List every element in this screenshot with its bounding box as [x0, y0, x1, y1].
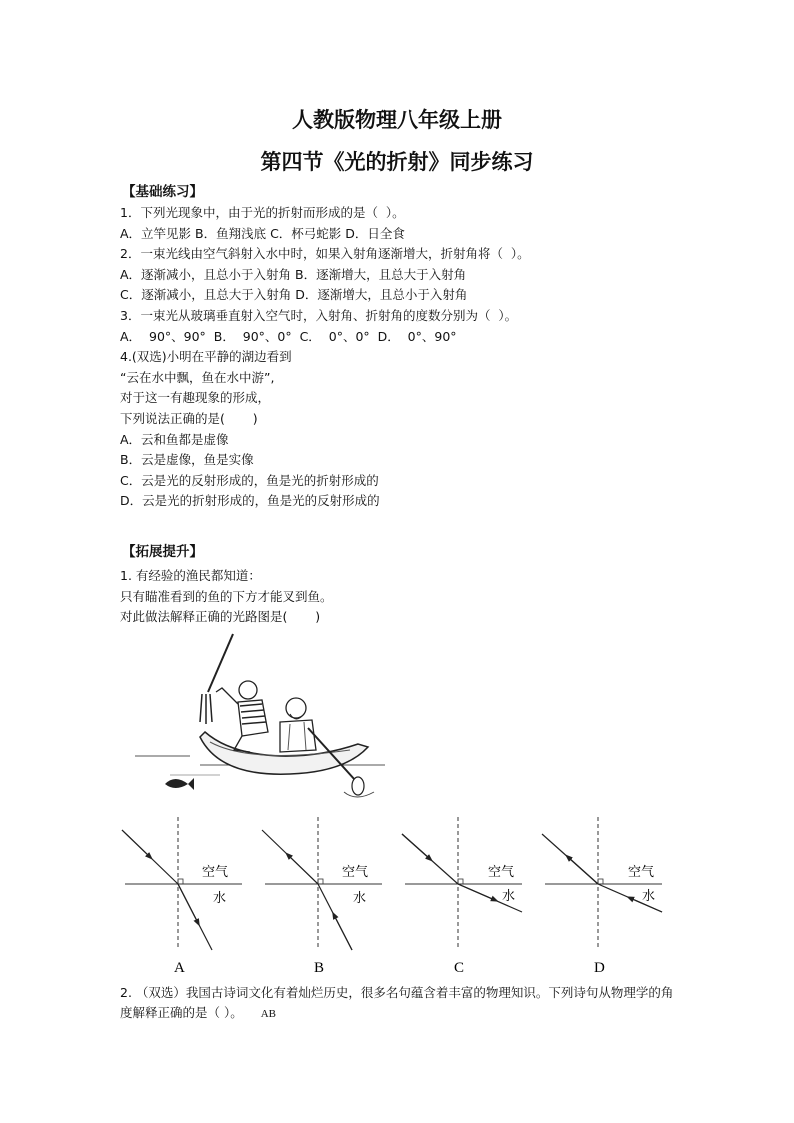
option-letter: C: [454, 960, 465, 976]
diagram-c: [402, 817, 522, 976]
option-line: A．立竿见影 B．鱼翔浅底 C．杯弓蛇影 D．日全食: [120, 225, 405, 241]
question-2-text: 2. （双选）我国古诗词文化有着灿烂历史，很多名句蕴含着丰富的物理知识。下列诗句从物理学的角度解释正确的是（ ）。: [120, 985, 674, 1020]
option-line: C．云是光的反射形成的，鱼是光的折射形成的: [120, 472, 379, 488]
extend-section-heading: 【拓展提升】: [122, 544, 203, 560]
option-line: A． 90°、90° B． 90°、0° C． 0°、0° D． 0°、90°: [120, 328, 457, 344]
option-letter: B: [314, 960, 325, 976]
question-line: 4.(双选)小明在平静的湖边看到: [120, 349, 292, 365]
question-line: “云在水中飘，鱼在水中游”,: [120, 369, 275, 385]
basic-questions: [120, 203, 530, 512]
question-2-answer: AB: [260, 1008, 277, 1020]
water-label: 水: [353, 891, 367, 906]
page-subtitle: 第四节《光的折射》同步练习: [260, 149, 534, 174]
question-2: [120, 983, 680, 1024]
air-label: 空气: [488, 865, 515, 880]
basic-section-heading: 【基础练习】: [122, 184, 203, 200]
water-label: 水: [642, 889, 656, 904]
option-letter: D: [594, 960, 605, 976]
option-line: A．云和鱼都是虚像: [120, 431, 229, 447]
air-label: 空气: [628, 865, 655, 880]
question-line: 2．一束光线由空气斜射入水中时，如果入射角逐渐增大，折射角将（ ）。: [120, 246, 530, 262]
question-line: 只有瞄准看到的鱼的下方才能叉到鱼。: [120, 588, 333, 604]
extend-questions: [120, 566, 333, 628]
question-line: 下列说法正确的是( ): [120, 410, 258, 426]
air-label: 空气: [342, 865, 369, 880]
question-line: 对此做法解释正确的光路图是( ): [120, 609, 321, 625]
question-line: 1. 有经验的渔民都知道：: [120, 568, 261, 583]
page-title: 人教版物理八年级上册: [292, 107, 502, 132]
diagram-d: [542, 817, 662, 976]
question-line: 1．下列光现象中，由于光的折射而形成的是（ ）。: [120, 205, 405, 220]
question-line: 对于这一有趣现象的形成，: [120, 390, 271, 406]
option-letter: A: [174, 960, 185, 976]
option-line: D．云是光的折射形成的，鱼是光的反射形成的: [120, 493, 380, 509]
diagram-b: [262, 817, 382, 976]
light-path-diagrams: [110, 812, 680, 982]
water-label: 水: [213, 891, 227, 906]
option-line: C．逐渐减小，且总大于入射角 D．逐渐增大，且总小于入射角: [120, 287, 468, 303]
fishing-boat-illustration: [130, 632, 390, 807]
water-label: 水: [502, 889, 516, 904]
option-line: A．逐渐减小，且总小于入射角 B．逐渐增大，且总大于入射角: [120, 266, 467, 282]
air-label: 空气: [202, 865, 229, 880]
question-line: 3．一束光从玻璃垂直射入空气时，入射角、折射角的度数分别为（ ）。: [120, 307, 518, 323]
diagram-a: [122, 817, 242, 976]
option-line: B．云是虚像，鱼是实像: [120, 452, 254, 468]
